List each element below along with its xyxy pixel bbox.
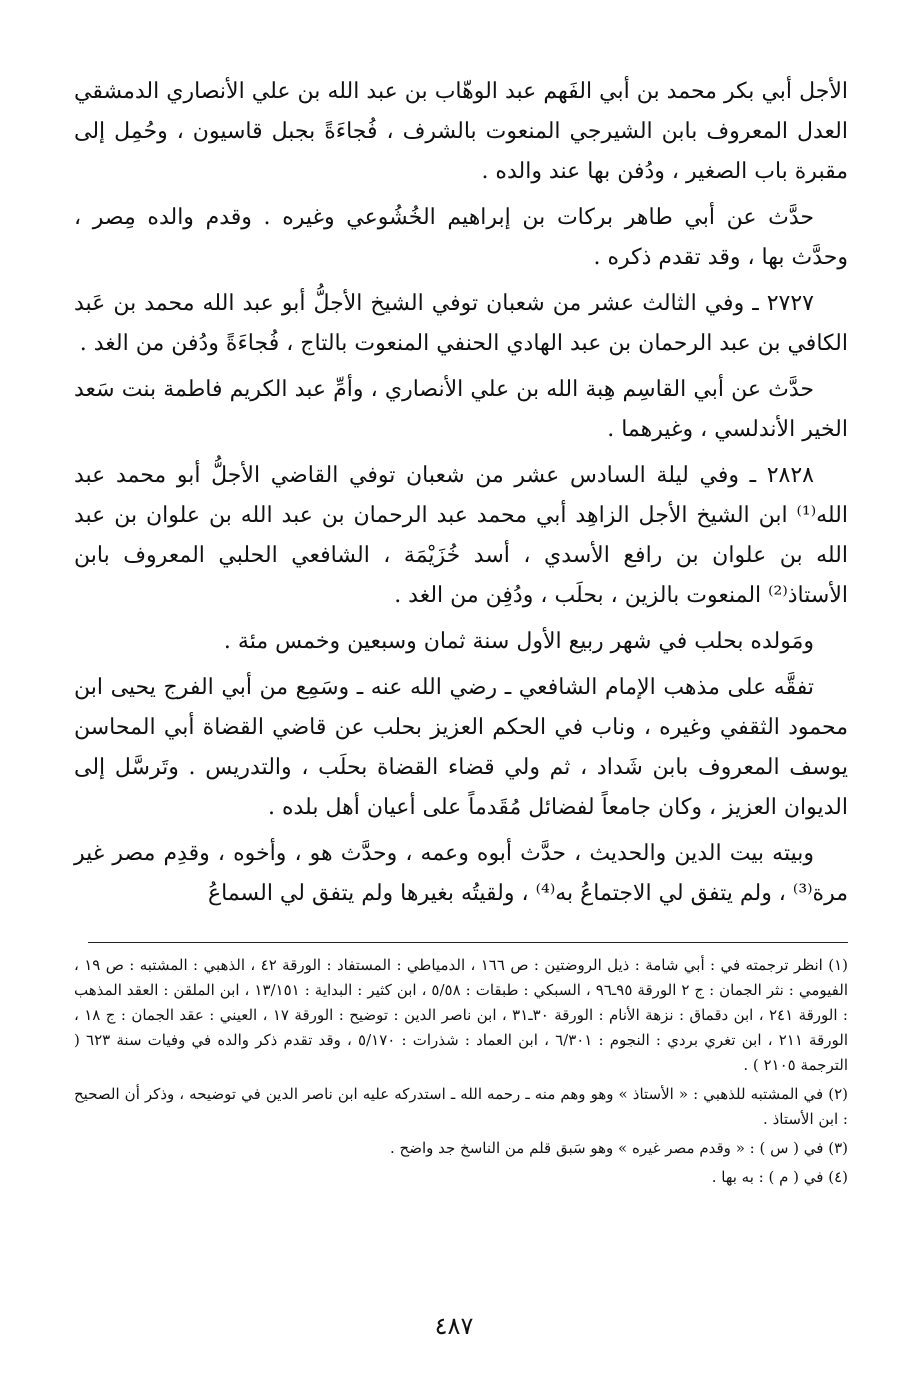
page-number: ٤٨٧ bbox=[434, 1312, 474, 1340]
footnotes bbox=[74, 953, 848, 1190]
paragraph-entry-2727: ٢٧٢٧ ـ وفي الثالث عشر من شعبان توفي الشيخ الأجلُّ أبو عبد الله محمد بن عَبد الكافي بن عبد الرحمان بن عبد الهادي الحنفي المنعوت بالتاج ، فُجاءَةً ودُفن من الغد . bbox=[74, 291, 848, 356]
footnote-2: (٢) في المشتبه للذهبي : « الأستاذ » وهو وهم منه ـ رحمه الله ـ استدركه عليه ابن ناصر الدين في توضيحه ، وذكر أن الصحيح : ابن الأستاذ . bbox=[74, 1085, 848, 1128]
footnote-4: (٤) في ( م ) : به بها . bbox=[711, 1168, 848, 1186]
paragraph-narration-2: حدَّث عن أبي القاسِم هِبة الله بن علي الأنصاري ، وأمِّ عبد الكريم فاطمة بنت سَعد الخير الأندلسي ، وغيرهما . bbox=[74, 377, 848, 442]
main-text bbox=[74, 72, 848, 914]
paragraph-career: تفقَّه على مذهب الإمام الشافعي ـ رضي الله عنه ـ وسَمِع من أبي الفرج يحيى ابن محمود الثقفي وغيره ، وناب في الحكم العزيز بحلب عن قاضي القضاة أبي المحاسن يوسف المعروف بابن شَداد ، ثم ولي قضاء القضاة بحلَب ، والتدريس . وتَرسَّل إلى الديوان العزيز ، وكان جامعاً لفضائل مُقَدماً على أعيان أهل بلده . bbox=[74, 675, 848, 820]
paragraph-family: وبيته بيت الدين والحديث ، حدَّث أبوه وعمه ، وحدَّث هو ، وأخوه ، وقدِم مصر غير مرة⁽³⁾ ، ولم يتفق لي الاجتماعُ به⁽⁴⁾ ، ولقيتُه بغيرها ولم يتفق لي السماعُ bbox=[74, 841, 848, 906]
paragraph-birth: ومَولده بحلب في شهر ربيع الأول سنة ثمان وسبعين وخمس مئة . bbox=[223, 629, 814, 654]
footnote-1: (١) انظر ترجمته في : أبي شامة : ذيل الروضتين : ص ١٦٦ ، الدمياطي : المستفاد : الورقة ٤٢ ، الذهبي : المشتبه : ص ١٩ ، الفيومي : نثر الجمان : ج ٢ الورقة ٩٥ـ٩٦ ، السبكي : طبقات : ٥/٥٨ ، ابن كثير : البداية : ١٣/١٥١ ، ابن الملقن : العقد المذهب : الورقة ٢٤١ ، ابن دقماق : نزهة الأنام : الورقة ٣٠ـ٣١ ، ابن ناصر الدين : توضيح : الورقة ١٧ ، العيني : عقد الجمان : ج ١٨ ، الورقة ٢١١ ، ابن تغري بردي : النجوم : ٦/٣٠١ ، ابن العماد : شذرات : ٥/١٧٠ ، وقد تقدم ذكر والده في وفيات سنة ٦٢٣ ( الترجمة ٢١٠٥ ) . bbox=[74, 956, 849, 1074]
paragraph-continuation: الأجل أبي بكر محمد بن أبي الفَهم عبد الوهّاب بن عبد الله بن علي الأنصاري الدمشقي العدل المعروف بابن الشيرجي المنعوت بالشرف ، فُجاءَةً بجبل قاسيون ، وحُمِل إلى مقبرة باب الصغير ، ودُفن بها عند والده . bbox=[74, 79, 848, 184]
footnote-3: (٣) في ( س ) : « وقدم مصر غيره » وهو سَبق قلم من الناسخ جد واضح . bbox=[389, 1139, 848, 1157]
footnote-divider bbox=[88, 942, 848, 943]
paragraph-narration-1: حدَّث عن أبي طاهر بركات بن إبراهيم الخُشُوعي وغيره . وقدم والده مِصر ، وحدَّث بها ، وقد تقدم ذكره . bbox=[74, 205, 848, 270]
paragraph-entry-2828: ٢٨٢٨ ـ وفي ليلة السادس عشر من شعبان توفي القاضي الأجلُّ أبو محمد عبد الله⁽¹⁾ ابن الشيخ الأجل الزاهِد أبي محمد عبد الرحمان بن عبد الله بن علوان بن عبد الله بن علوان بن رافع الأسدي ، أسد خُزَيْمَة ، الشافعي الحلبي المعروف بابن الأستاذ⁽²⁾ المنعوت بالزين ، بحلَب ، ودُفِن من الغد . bbox=[74, 463, 848, 608]
